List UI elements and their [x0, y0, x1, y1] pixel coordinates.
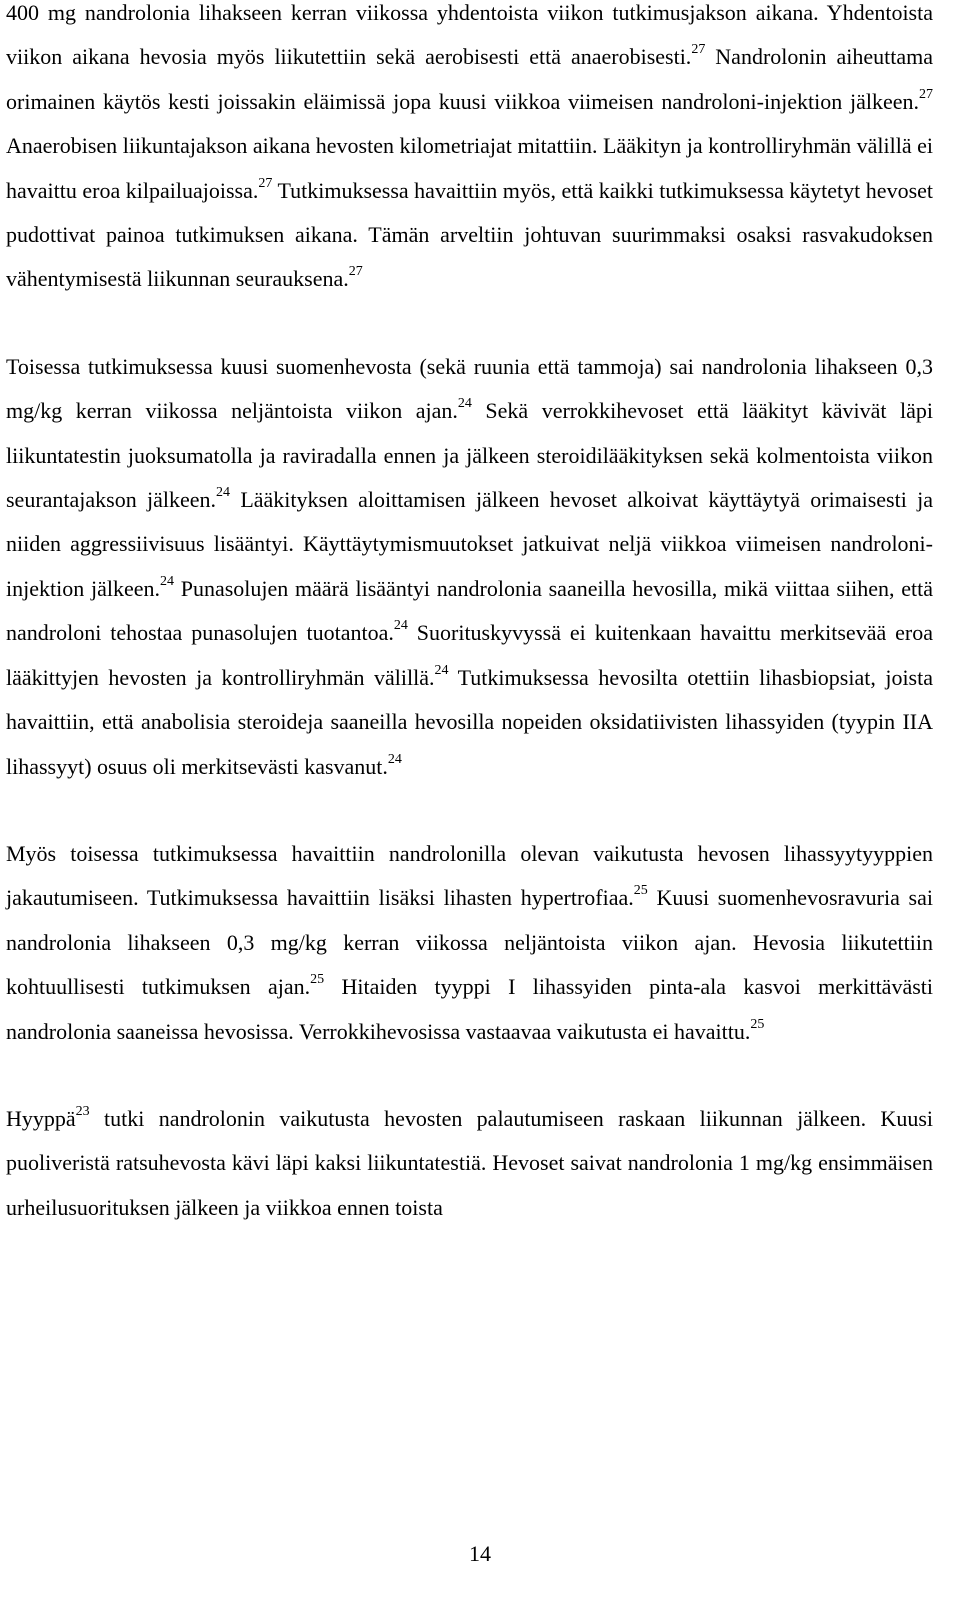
- citation-superscript: 24: [434, 662, 449, 678]
- citation-superscript: 24: [216, 485, 231, 501]
- paragraph: [6, 0, 933, 302]
- citation-superscript: 27: [691, 42, 706, 58]
- paragraph-text: Anaerobisen liikuntajakson aikana hevosten kilometriajat mitattiin. Lääkityn ja kontrolliryhmän välillä ei havaittu eroa kilpailuajoissa.: [6, 133, 933, 203]
- citation-superscript: 24: [393, 618, 408, 634]
- paragraph-text: Punasolujen määrä lisääntyi nandrolonia saaneilla hevosilla, mikä viittaa siihen, että nandroloni tehostaa punasolujen tuotantoa.: [6, 575, 934, 646]
- citation-superscript: 27: [919, 86, 933, 102]
- paragraph-text: Hitaiden tyyppi I lihassyiden pinta-ala kasvoi merkittävästi nandrolonia saaneissa hevosissa. Verrokkihevosissa vastaavaa vaikutusta ei havaittu.: [6, 974, 933, 1044]
- paragraph: [6, 345, 933, 789]
- page-number: 14: [469, 1541, 491, 1566]
- paragraph-text: Tutkimuksessa hevosilta otettiin lihasbiopsiat, joista havaittiin, että anabolisia steroideja saaneilla hevosilla nopeiden oksidatiivisten lihassyiden (tyypin IIA lihassyyt) osuus oli merkitsevästi kasvanut.: [6, 664, 933, 779]
- paragraph-text: 400 mg nandrolonia lihakseen kerran viikossa yhdentoista viikon tutkimusjakson aikana. Yhdentoista viikon aikana hevosia myös liikutettiin sekä aerobisesti että anaerobisesti.: [6, 0, 933, 70]
- citation-superscript: 27: [348, 264, 363, 280]
- paragraph-text: tutki nandrolonin vaikutusta hevosten palautumiseen raskaan liikunnan jälkeen. Kuusi puoliveristä ratsuhevosta kävi läpi kaksi liikuntatestiä. Hevoset saivat nandrolonia 1 mg/kg ensimmäisen urheilusuorituksen jälkeen ja viikkoa ennen toista: [6, 1105, 933, 1220]
- paragraph-text: Suorituskyvyssä ei kuitenkaan havaittu merkitsevää eroa lääkittyjen hevosten ja kontrolliryhmän välillä.: [6, 620, 934, 690]
- citation-superscript: 27: [258, 175, 273, 191]
- paragraph-text: Myös toisessa tutkimuksessa havaittiin nandrolonilla olevan vaikutusta hevosen lihassyytyyppien jakautumiseen. Tutkimuksessa havaittiin lisäksi lihasten hypertrofiaa.: [6, 840, 933, 911]
- paragraph-text: Nandrolonin aiheuttama orimainen käytös kesti joissakin eläimissä jopa kuusi viikkoa viimeisen nandroloni-injektion jälkeen.: [6, 44, 933, 114]
- paragraph: [6, 1097, 933, 1230]
- citation-superscript: 23: [75, 1103, 90, 1119]
- paragraph-text: Sekä verrokkihevoset että lääkityt kävivät läpi liikuntatestin juoksumatolla ja raviradalla ennen ja jälkeen steroidilääkityksen sekä kolmentoista viikon seurantajakson jälkeen.: [6, 398, 933, 513]
- paragraph-text: Kuusi suomenhevosravuria sai nandrolonia lihakseen 0,3 mg/kg kerran viikossa neljäntoista viikon ajan. Hevosia liikutettiin kohtuullisesti tutkimuksen ajan.: [6, 885, 933, 1000]
- citation-superscript: 25: [310, 972, 325, 988]
- citation-superscript: 25: [633, 883, 648, 899]
- citation-superscript: 24: [457, 396, 472, 412]
- citation-superscript: 24: [387, 751, 402, 767]
- citation-superscript: 24: [159, 573, 174, 589]
- paragraph-text: Lääkityksen aloittamisen jälkeen hevoset alkoivat käyttäytyä orimaisesti ja niiden aggressiivisuus lisääntyi. Käyttäytymismuutokset jatkuivat neljä viikkoa viimeisen nandroloni-injektion jälkeen.: [6, 487, 933, 601]
- paragraph-text: Hyyppä: [6, 1105, 76, 1131]
- paragraph: [6, 832, 933, 1054]
- paragraph-text: Toisessa tutkimuksessa kuusi suomenhevosta (sekä ruunia että tammoja) sai nandrolonia lihakseen 0,3 mg/kg kerran viikossa neljäntoista viikon ajan.: [6, 353, 933, 424]
- citation-superscript: 25: [750, 1016, 765, 1032]
- paragraph-text: Tutkimuksessa havaittiin myös, että kaikki tutkimuksessa käytetyt hevoset pudottivat painoa tutkimuksen aikana. Tämän arveltiin johtuvan suurimmaksi osaksi rasvakudoksen vähentymisestä liikunnan seurauksena.: [6, 177, 934, 292]
